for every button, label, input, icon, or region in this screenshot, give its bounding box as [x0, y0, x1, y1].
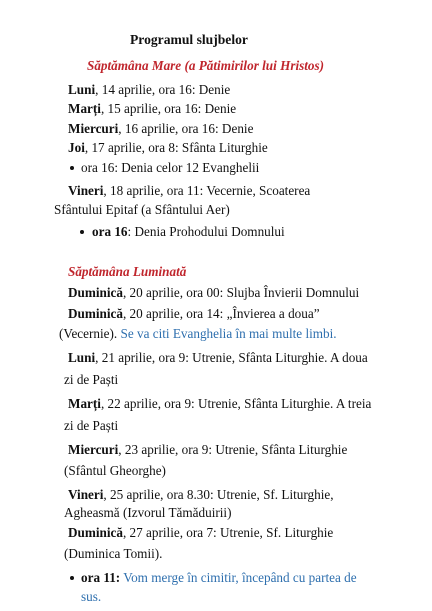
- day-label: Vineri: [68, 487, 104, 502]
- entry-marti-2: [68, 396, 371, 412]
- bullet-text: : Denia Prohodului Domnului: [127, 224, 285, 239]
- bullet-bold: ora 11:: [81, 570, 121, 585]
- day-label: Joi: [68, 140, 85, 155]
- entry-text: , 14 aprilie, ora 16: Denie: [95, 82, 231, 97]
- section-heading-bright-week: Săptămâna Luminată: [68, 264, 187, 279]
- page-title: Programul slujbelor: [130, 32, 248, 47]
- entry-duminica-3: [68, 525, 333, 541]
- day-label: Luni: [68, 82, 96, 97]
- entry-miercuri-2-cont: (Sfântul Gheorghe): [64, 463, 166, 478]
- bullet-icon: [70, 166, 74, 170]
- day-label: Miercuri: [68, 442, 119, 457]
- bullet-vineri-prohod: [92, 224, 285, 240]
- entry-text: , 27 aprilie, ora 7: Utrenie, Sf. Liturghie: [122, 525, 334, 540]
- entry-text: , 15 aprilie, ora 16: Denie: [100, 101, 237, 116]
- day-label: Luni: [68, 350, 96, 365]
- entry-vineri-2-cont: Agheasmă (Izvorul Tămăduirii): [64, 505, 232, 520]
- bullet-icon: [80, 230, 84, 234]
- bullet-cimitir: [81, 570, 357, 586]
- note-blue: Vom merge în cimitir, începând cu partea de: [120, 570, 357, 585]
- day-label: Duminică: [68, 285, 123, 300]
- entry-text: , 20 aprilie, ora 14: „Învierea a doua”: [122, 306, 320, 321]
- entry-marti-2-cont: zi de Paști: [64, 418, 119, 433]
- day-label: Duminică: [68, 306, 123, 321]
- day-label: Marți: [68, 396, 101, 411]
- entry-vineri-2: [68, 487, 334, 503]
- entry-duminica-1: [68, 285, 359, 301]
- entry-vineri-cont: Sfântului Epitaf (a Sfântului Aer): [54, 202, 230, 217]
- entry-text: , 22 aprilie, ora 9: Utrenie, Sfânta Liturghie. A treia: [100, 396, 372, 411]
- entry-text: , 17 aprilie, ora 8: Sfânta Liturghie: [84, 140, 268, 155]
- entry-luni: [68, 82, 230, 98]
- entry-text: , 16 aprilie, ora 16: Denie: [118, 121, 254, 136]
- bullet-bold: ora 16: [92, 224, 128, 239]
- section-heading-holy-week: Săptămâna Mare (a Pătimirilor lui Hristos): [87, 58, 325, 73]
- entry-joi: [68, 140, 268, 156]
- entry-duminica-2-cont: [59, 326, 337, 342]
- bullet-icon: [70, 576, 74, 580]
- entry-text: , 18 aprilie, ora 11: Vecernie, Scoaterea: [103, 183, 311, 198]
- note-blue: Se va citi Evanghelia în mai multe limbi.: [120, 326, 337, 341]
- bullet-joi-denia: ora 16: Denia celor 12 Evanghelii: [81, 160, 260, 175]
- entry-duminica-3-cont: (Duminica Tomii).: [64, 546, 163, 561]
- entry-miercuri-2: [68, 442, 347, 458]
- entry-text: , 23 aprilie, ora 9: Utrenie, Sfânta Liturghie: [118, 442, 348, 457]
- entry-marti: [68, 101, 236, 117]
- entry-luni-2-cont: zi de Paști: [64, 372, 119, 387]
- entry-miercuri: [68, 121, 253, 137]
- day-label: Miercuri: [68, 121, 119, 136]
- entry-text: , 20 aprilie, ora 00: Slujba Învierii Domnului: [122, 285, 360, 300]
- bullet-cimitir-cont: sus.: [81, 589, 102, 604]
- entry-text: , 21 aprilie, ora 9: Utrenie, Sfânta Liturghie. A doua: [95, 350, 368, 365]
- entry-luni-2: [68, 350, 368, 366]
- entry-vineri: [68, 183, 310, 199]
- entry-text: , 25 aprilie, ora 8.30: Utrenie, Sf. Liturghie,: [103, 487, 334, 502]
- entry-duminica-2: [68, 306, 320, 322]
- day-label: Duminică: [68, 525, 123, 540]
- day-label: Vineri: [68, 183, 104, 198]
- day-label: Marți: [68, 101, 101, 116]
- entry-text: (Vecernie).: [59, 326, 121, 341]
